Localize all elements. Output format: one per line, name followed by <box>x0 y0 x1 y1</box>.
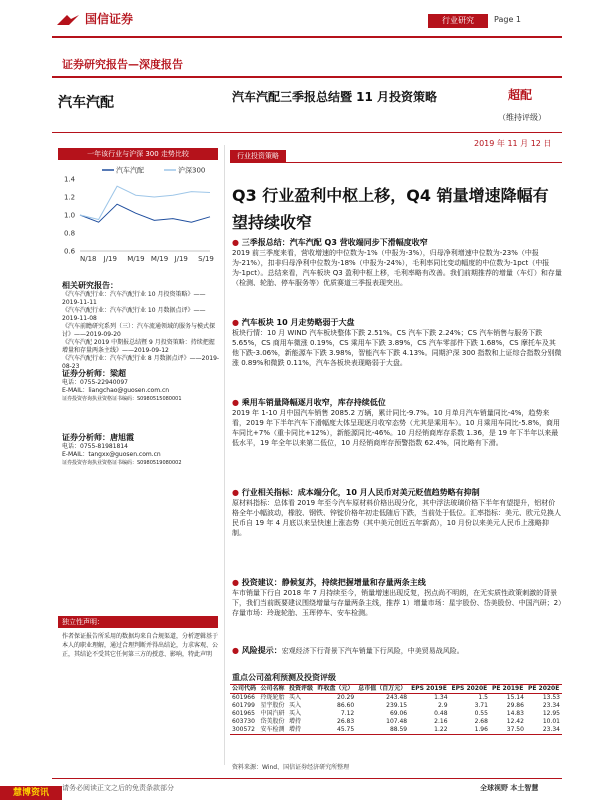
bullet-icon: ● <box>232 578 242 587</box>
section-label: 行业投资策略 <box>230 150 286 162</box>
disclaimer-title: 独立性声明： <box>58 616 218 628</box>
table-cell: 3.71 <box>474 702 488 709</box>
analyst-card <box>62 432 182 467</box>
table-cell: 买入 <box>289 694 302 701</box>
analyst-phone: 电话：0755-81981814 <box>62 443 128 450</box>
table-cell: 0.55 <box>474 710 488 717</box>
section-heading: 行业相关指标：成本端分化，10 月人民币对美元贬值趋势略有抑制 <box>241 488 480 497</box>
forecast-table <box>230 684 562 735</box>
table-row <box>230 718 562 726</box>
table-cell: 601965 <box>232 710 255 717</box>
table-cell: 15.14 <box>506 694 524 701</box>
analyst-cert: 证券投资咨询执业资格证书编码：S0980515080001 <box>62 396 182 402</box>
section-body: 宏观经济下行背景下汽车销量下行风险，中美贸易战风险。 <box>281 647 464 655</box>
report-title: 汽车汽配三季报总结暨 11 月投资策略 <box>232 90 438 104</box>
section-heading: 投资建议：静候复苏，持续把握增量和存量两条主线 <box>241 578 426 587</box>
x-tick-label: J/19 <box>103 255 117 263</box>
table-cell: 星宇股份 <box>260 702 285 709</box>
related-item[interactable]: 《汽车前瞻研究系列（三）：汽车流通领域的服务与模式探讨》——2019-09-20 <box>62 323 216 338</box>
section-body: 车市销量下行自 2018 年 7 月持续至今，销量增速出现反复，拐点尚不明朗，在无实质性政策刺激的背景下，我们当前既要建议围绕增量与存量两条主线，推荐 1）增量市场：星宇股份、岱美股份、中国汽研；2）存量市场：玲珑轮胎、玉珲停车、安车检测。 <box>232 589 562 617</box>
section-heading: 乘用车销量降幅逐月收窄，库存持续低位 <box>241 398 386 407</box>
analyst-email[interactable]: E-MAIL：liangchao@guosen.com.cn <box>62 387 170 394</box>
table-cell: 23.34 <box>542 702 560 709</box>
chart-title: 一年该行业与沪深 300 走势比较 <box>58 148 218 160</box>
table-cell: 243.48 <box>386 694 408 701</box>
table-cell: 2.16 <box>434 718 448 725</box>
watermark: 慧博资讯 <box>0 786 62 800</box>
doc-type: 证券研究报告—深度报告 <box>62 58 183 71</box>
headline: Q3 行业盈利中枢上移，Q4 销量增速降幅有望持续收窄 <box>232 186 549 232</box>
column-header: PE 2019E <box>491 685 524 692</box>
section-market <box>232 318 562 368</box>
column-header: 公司名称 <box>260 685 285 692</box>
table-cell: 10.01 <box>542 718 560 725</box>
section-advice <box>232 578 562 618</box>
table-cell: 0.48 <box>434 710 448 717</box>
table-cell: 岱美股份 <box>260 718 285 725</box>
date-divider <box>52 132 562 133</box>
header-divider <box>52 36 562 38</box>
report-date: 2019 年 11 月 12 日 <box>474 139 552 148</box>
section-body: 2019 年 1-10 月中国汽车销售 2085.2 万辆，累计同比-9.7%。10 月单月汽车销量同比-4%，趋势来看，2019 年下半年汽车下滑幅度大体呈现逐月收窄态势（尤其是乘用车）。10 月乘用车同比-5.8%，商用车同比+7%（重卡同比+12%），新能源同比-46%。10 月经销商库存系数 1.36，是 19 年下半年以来最低水平，19 年全年以来第二低位，10 月经销商库存预警指数 62.4%，同比略有下滑。 <box>232 409 560 447</box>
page-number: Page 1 <box>494 15 521 24</box>
table-cell: 603730 <box>232 718 255 725</box>
company-logo <box>55 10 133 27</box>
section-divider <box>230 162 562 163</box>
related-list <box>62 291 220 371</box>
bullet-icon: ● <box>232 238 242 247</box>
analyst-email[interactable]: E-MAIL：tangxx@guosen.com.cn <box>62 451 161 458</box>
rating: 超配 <box>508 88 533 102</box>
related-item[interactable]: 《汽车汽配行业：汽车汽配行业 8 月数据点评》——2019-08-23 <box>62 355 220 370</box>
column-divider <box>224 145 225 765</box>
column-header: EPS 2019E <box>411 685 447 692</box>
table-source: 资料来源：Wind、国信证券经济研究所整理 <box>232 764 350 771</box>
table-cell: 12.42 <box>506 718 524 725</box>
table-row <box>230 726 562 735</box>
related-item[interactable]: 《汽车汽配 2019 中期报总结暨 9 月投资策略：持续把握增量和存量两条主线》——2019-09-12 <box>62 339 215 354</box>
column-header: 公司代码 <box>232 685 257 692</box>
section-body: 原材料指标：总体看 2019 年至今汽车原材料价格出现分化，其中浮法玻璃价格下半年有望提升，铝材价格全年小幅波动，橡胶、钢铁、锌锭价格年初走低随后下跌，当前处于低位。汇率指标：美元、欧元兑换人民币自 19 年 4 月底以来呈快速上涨态势（其中美元创近五年新高），10 月份以来美元人民币上涨略抑制。 <box>232 499 561 537</box>
section-body: 板块行情：10 月 WIND 汽车板块整体下跌 2.51%。CS 汽车下跌 2.24%；CS 汽车销售与服务下跌 5.65%，CS 商用车微涨 0.19%，CS 乘用车下跌 3.89%，CS 汽车零部件下跌 1.68%，CS 摩托车及其他下跌-3.06%，新能源车下跌 3.98%，智能汽车下跌 4.13%。同期沪深 300 指数和上证综合指数分别微涨 0.89%和微跌 0.11%，汽车各板块表现略弱于大盘。 <box>232 329 562 367</box>
table-cell: 29.86 <box>506 702 524 709</box>
x-tick-label: M/19 <box>127 255 145 263</box>
series-line <box>80 204 210 222</box>
table-cell: 37.50 <box>506 726 524 733</box>
column-header: 昨收盘（元） <box>317 685 354 692</box>
table-cell: 69.06 <box>389 710 408 717</box>
section-heading: 汽车板块 10 月走势略弱于大盘 <box>241 318 355 327</box>
y-tick-label: 0.8 <box>64 229 76 238</box>
related-item[interactable]: 《汽车汽配行业：汽车汽配行业 10 月投资策略》——2019-11-11 <box>62 291 206 306</box>
table-row <box>230 710 562 718</box>
table-row <box>230 702 562 710</box>
table-title: 重点公司盈利预测及投资评级 <box>232 673 336 682</box>
table-cell: 239.15 <box>386 702 408 709</box>
section-heading: 风险提示： <box>241 646 282 655</box>
related-item[interactable]: 《汽车汽配行业：汽车汽配行业 10 月数据点评》——2019-11-08 <box>62 307 206 322</box>
analyst-cert: 证券投资咨询执业资格证书编码：S0980519080002 <box>62 460 182 466</box>
footer-disclaimer: 请务必阅读正文之后的免责条款部分 <box>62 784 174 792</box>
rating-sub: （维持评级） <box>498 113 546 122</box>
section-heading: 三季报总结：汽车汽配 Q3 营收端同步下滑幅度收窄 <box>241 238 428 247</box>
table-cell: 增持 <box>289 726 302 733</box>
table-cell: 14.83 <box>506 710 524 717</box>
table-cell: 1.34 <box>434 694 448 701</box>
industry-name: 汽车汽配 <box>58 95 114 111</box>
related-title: 相关研究报告： <box>62 281 118 290</box>
bullet-icon: ● <box>232 488 242 497</box>
x-tick-label: N/18 <box>80 255 97 263</box>
analyst-name: 证券分析师：唐旭霞 <box>62 433 134 442</box>
x-tick-label: S/19 <box>198 255 214 263</box>
table-cell: 2.9 <box>437 702 448 709</box>
report-category-tag: 行业研究 <box>428 14 488 28</box>
footer-slogan: 全球视野 本土智慧 <box>480 784 539 792</box>
analyst-name: 证券分析师：梁超 <box>62 369 126 378</box>
table-cell: 1.22 <box>434 726 448 733</box>
table-cell: 1.5 <box>478 694 488 701</box>
table-cell: 玲珑轮胎 <box>260 694 285 701</box>
table-cell: 增持 <box>289 718 302 725</box>
disclaimer-text: 作者保证报告所采用的数据均来自合规渠道，分析逻辑基于本人的职业理解，通过合理判断并得出结论，力求客观、公正，其结论不受其它任何第三方的授意、影响，特此声明 <box>62 633 219 658</box>
bullet-icon: ● <box>232 398 242 407</box>
column-header: PE 2020E <box>527 685 560 692</box>
table-cell: 107.48 <box>386 718 408 725</box>
column-header: 投资评级 <box>289 685 314 692</box>
table-cell: 88.59 <box>389 726 408 733</box>
legend-label: 沪深300 <box>178 166 206 175</box>
table-header-row <box>230 685 562 694</box>
trend-chart <box>62 163 218 273</box>
y-tick-label: 1.4 <box>64 175 76 184</box>
legend-label: 汽车汽配 <box>116 166 144 175</box>
title-divider <box>52 76 562 78</box>
series-line <box>80 186 210 219</box>
x-tick-label: J/19 <box>174 255 188 263</box>
bullet-icon: ● <box>232 318 242 327</box>
table-cell: 7.12 <box>340 710 355 717</box>
table-cell: 300572 <box>232 726 255 733</box>
table-cell: 2.68 <box>474 718 488 725</box>
table-cell: 买入 <box>289 702 302 709</box>
y-tick-label: 1.0 <box>64 211 76 220</box>
logo-mark-icon <box>55 12 81 26</box>
section-body: 2019 前三季度来看，营收增速的中位数为-1%（中报为-3%），归母净利增速中位数为-23%（中报为-21%），扣非归母净利中位数为-18%（中报为-24%），毛利率同比变动幅度的中位数为-1pct（中报为-1pct）。总结来看，汽车板块 Q3 盈利中枢上移，毛利率略有改善。我们前期推荐的增量（车灯）和存量（检测、轮胎、停车服务等）优质赛道三季报表现突出。 <box>232 249 562 287</box>
y-tick-label: 0.6 <box>64 247 76 256</box>
table-cell: 20.29 <box>337 694 355 701</box>
table-row <box>230 694 562 703</box>
column-header: 总市值（百万元） <box>358 685 407 692</box>
table-cell: 中国汽研 <box>260 710 285 717</box>
table-cell: 601966 <box>232 694 255 701</box>
table-cell: 买入 <box>289 710 302 717</box>
y-tick-label: 1.2 <box>64 193 76 202</box>
section-indicators <box>232 488 562 538</box>
analyst-phone: 电话：0755-22940097 <box>62 379 128 386</box>
table-cell: 86.60 <box>337 702 355 709</box>
table-cell: 23.34 <box>542 726 560 733</box>
bullet-icon: ● <box>232 646 242 655</box>
table-cell: 45.75 <box>337 726 355 733</box>
section-summary <box>232 238 562 288</box>
analyst-card <box>62 368 182 403</box>
table-cell: 601799 <box>232 702 255 709</box>
footer-divider <box>52 778 562 779</box>
column-header: EPS 2020E <box>451 685 488 692</box>
table-cell: 26.83 <box>337 718 355 725</box>
company-name: 国信证券 <box>85 12 134 26</box>
table-cell: 安车检测 <box>260 726 285 733</box>
section-sales <box>232 398 562 448</box>
section-risk <box>232 646 562 656</box>
x-tick-label: M/19 <box>150 255 169 263</box>
table-cell: 1.96 <box>474 726 488 733</box>
table-cell: 12.95 <box>542 710 560 717</box>
table-cell: 13.53 <box>542 694 560 701</box>
